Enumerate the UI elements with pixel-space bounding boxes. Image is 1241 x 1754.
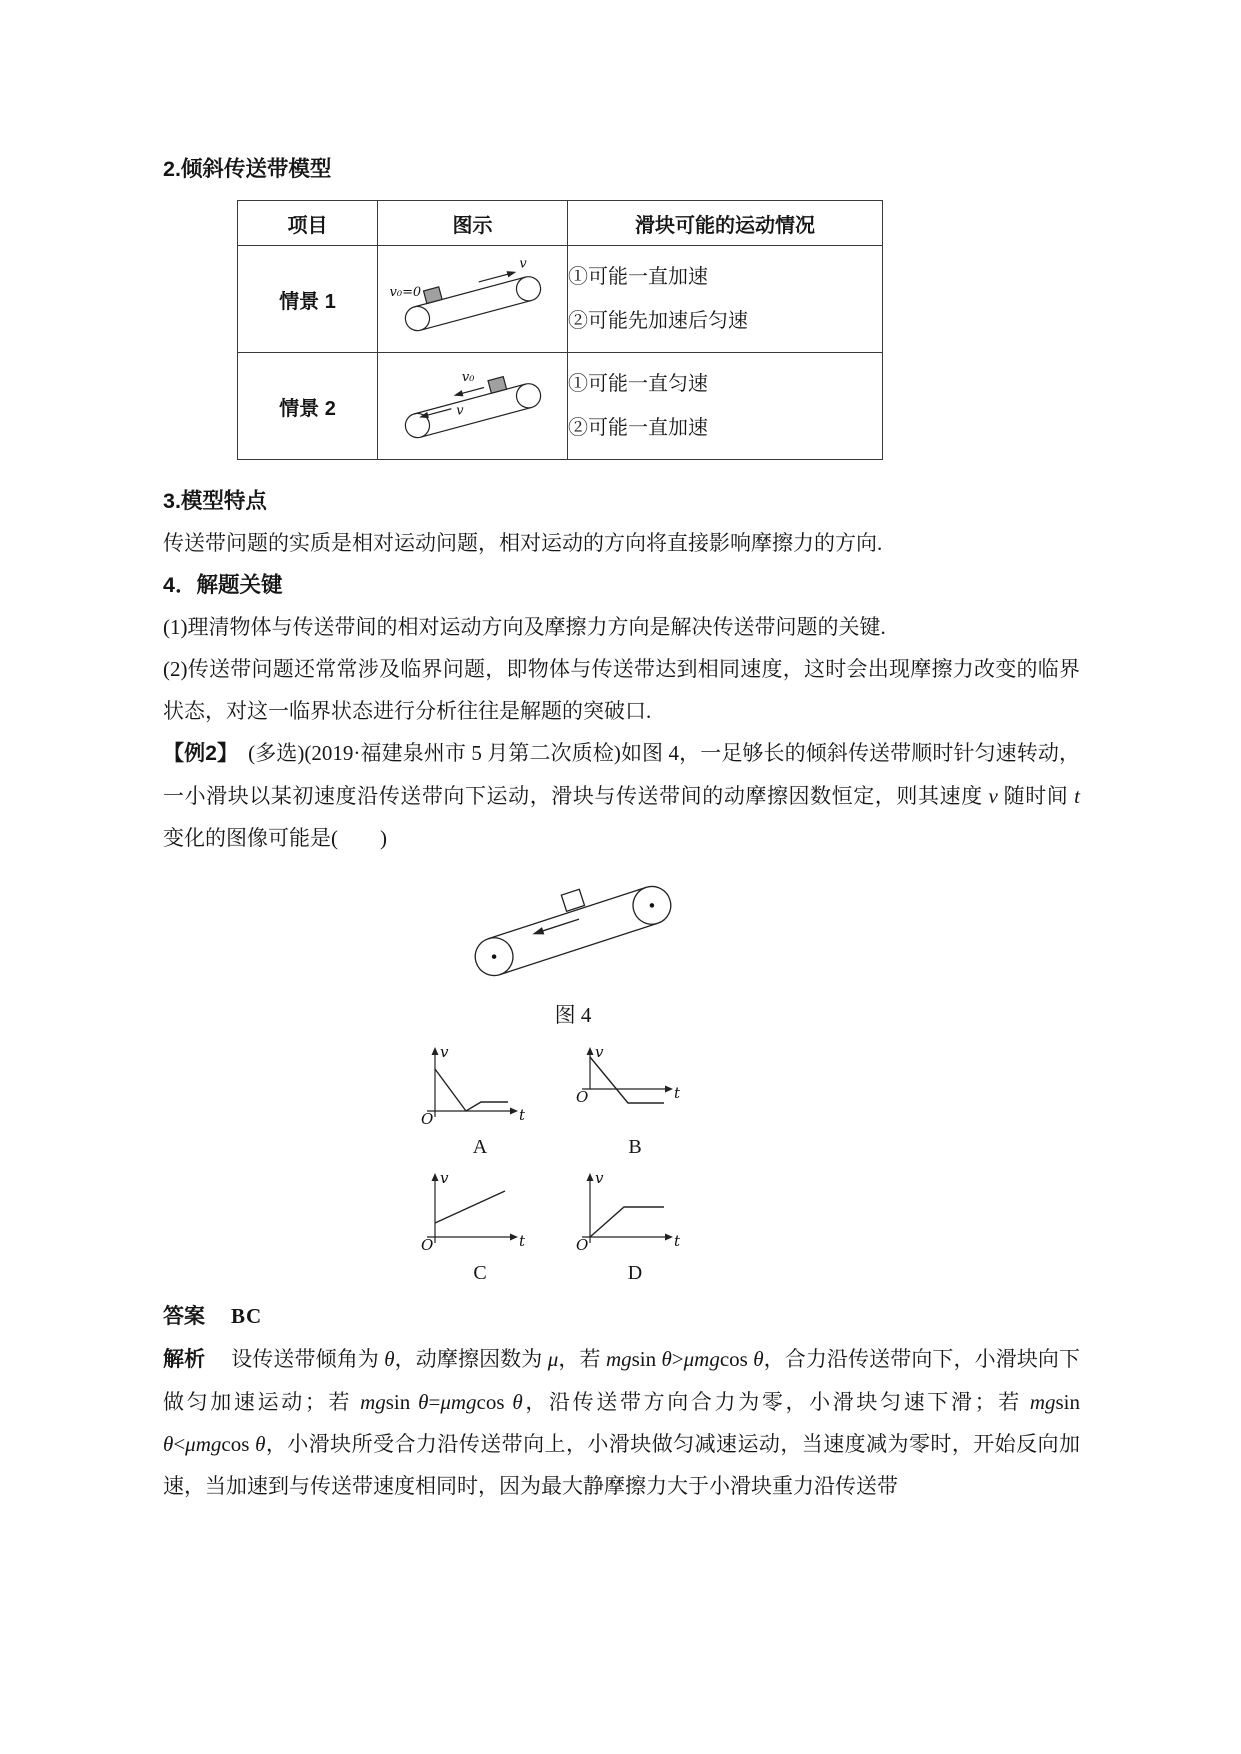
arrowhead-icon — [531, 927, 544, 938]
scene2-notes — [568, 353, 883, 460]
v-axis-label: v — [595, 1169, 604, 1187]
scene1-label: 情景 1 — [238, 246, 378, 353]
pulley-icon — [402, 304, 432, 334]
pulley-axle-dot — [649, 903, 655, 909]
section-features-title: 3.模型特点 — [163, 489, 267, 513]
section-features-text: 传送带问题的实质是相对运动问题，相对运动的方向将直接影响摩擦力的方向. — [163, 531, 883, 555]
conveyor-belt-figure — [433, 865, 713, 997]
origin-label: O — [576, 1088, 589, 1106]
scene1-diagram-cell — [378, 246, 568, 353]
axis-arrowhead-icon — [432, 1173, 439, 1181]
answer-value: BC — [231, 1304, 263, 1328]
vt-graph-c — [413, 1165, 533, 1261]
vt-curve — [590, 1057, 664, 1103]
example-tag: 【例2】 — [163, 742, 239, 765]
graph-letter: A — [472, 1136, 488, 1158]
slider-block — [488, 377, 507, 394]
slider-block — [423, 287, 442, 304]
scene2-diagram-cell — [378, 353, 568, 460]
vt-curve — [435, 1191, 505, 1223]
belt-velocity-arrow — [478, 274, 508, 282]
answer-label: 答案 — [163, 1305, 205, 1328]
graph-option-c — [413, 1165, 533, 1285]
pulley-icon — [513, 381, 543, 411]
figure-caption: 图 4 — [554, 1003, 592, 1027]
origin-label: O — [576, 1236, 589, 1254]
v-axis-label: v — [595, 1043, 604, 1061]
motion-note: ②可能一直加速 — [568, 417, 708, 439]
vt-graph-options — [413, 1039, 688, 1285]
block-initial-speed-label: v₀=0 — [389, 285, 421, 301]
table-row-scene2 — [238, 353, 883, 460]
belt-bottom-edge — [500, 923, 658, 974]
col-header-item: 项目 — [238, 201, 378, 246]
vt-graph-d — [568, 1165, 688, 1261]
col-header-diagram: 图示 — [378, 201, 568, 246]
example-text: (多选)(2019·福建泉州市 5 月第二次质检)如图 4，一足够长的倾斜传送带顺时针匀速转动，一小滑块以某初速度沿传送带向下运动，滑块与传送带间的动摩擦因数恒定，则其速度 v 随时间 t 变化的图像可能是( ) — [163, 741, 1081, 850]
vt-graph-a — [413, 1039, 533, 1135]
vt-graph-b — [568, 1039, 688, 1135]
v-axis-label: v — [440, 1043, 449, 1061]
pulley-axle-dot — [491, 954, 497, 960]
belt-top-edge — [414, 384, 525, 414]
belt-bottom-edge — [420, 407, 531, 437]
graph-option-d — [568, 1165, 688, 1285]
graph-letter: B — [628, 1136, 642, 1158]
section-keys-title: 4．解题关键 — [163, 573, 283, 597]
t-axis-label: t — [674, 1084, 681, 1102]
table-header-row — [238, 201, 883, 246]
block-initial-speed-label: v₀ — [461, 369, 474, 385]
origin-label: O — [421, 1110, 434, 1128]
graph-option-b — [568, 1039, 688, 1159]
conveyor-belt-diagram-scene1 — [380, 248, 566, 350]
analysis-label: 解析 — [163, 1348, 206, 1371]
axis-arrowhead-icon — [665, 1086, 673, 1093]
t-axis-label: t — [519, 1232, 526, 1250]
graph-letter: C — [473, 1262, 487, 1284]
axis-arrowhead-icon — [510, 1108, 518, 1115]
axis-arrowhead-icon — [510, 1234, 518, 1241]
pulley-icon — [513, 274, 543, 304]
scene2-label: 情景 2 — [238, 353, 378, 460]
origin-label: O — [421, 1236, 434, 1254]
figure-4 — [433, 865, 713, 1033]
axis-arrowhead-icon — [587, 1047, 594, 1055]
graph-option-a — [413, 1039, 533, 1159]
arrowhead-icon — [452, 390, 463, 399]
block-velocity-arrow — [540, 919, 579, 932]
analysis-paragraph — [163, 1338, 1080, 1507]
belt-speed-label: v — [455, 403, 464, 419]
t-axis-label: t — [519, 1106, 526, 1124]
axis-arrowhead-icon — [587, 1173, 594, 1181]
motion-note: ②可能先加速后匀速 — [568, 310, 748, 332]
analysis-text: 设传送带倾角为 θ，动摩擦因数为 μ，若 mgsin θ>μmgcos θ，合力沿传送带向下，小滑块向下做匀加速运动；若 mgsin θ=μmgcos θ，沿传送带方向合力为零，小滑块匀速下滑；若 mgsin θ<μmgcos θ，小滑块所受合力沿传送带向上，小滑块做匀减速运动，当速度减为零时，开始反向加速，当加速到与传送带速度相同时，因为最大静摩擦力大于小滑块重力沿传送带 — [163, 1347, 1081, 1498]
block-velocity-arrow — [459, 388, 484, 395]
belt-bottom-edge — [420, 300, 531, 330]
motion-note: ①可能一直加速 — [568, 266, 708, 288]
key-point-2: (2)传送带问题还常常涉及临界问题，即物体与传送带达到相同速度，这时会出现摩擦力改变的临界状态，对这一临界状态进行分析往往是解题的突破口. — [163, 657, 1080, 723]
conveyor-belt-diagram-scene2 — [380, 355, 566, 457]
scene1-notes — [568, 246, 883, 353]
t-axis-label: t — [674, 1232, 681, 1250]
answer-line — [163, 1295, 1080, 1338]
section-model-title: 2.倾斜传送带模型 — [163, 157, 332, 181]
belt-speed-label: v — [518, 256, 527, 272]
model-table — [237, 200, 883, 460]
vt-curve — [590, 1207, 664, 1237]
motion-note: ①可能一直匀速 — [568, 373, 708, 395]
graph-letter: D — [627, 1262, 643, 1284]
table-row-scene1 — [238, 246, 883, 353]
col-header-motion: 滑块可能的运动情况 — [568, 201, 883, 246]
arrowhead-icon — [506, 269, 517, 278]
key-point-1: (1)理清物体与传送带间的相对运动方向及摩擦力方向是解决传送带问题的关键. — [163, 615, 886, 639]
axis-arrowhead-icon — [432, 1047, 439, 1055]
v-axis-label: v — [440, 1169, 449, 1187]
example-paragraph — [163, 732, 1080, 859]
vt-curve — [435, 1069, 508, 1111]
axis-arrowhead-icon — [665, 1234, 673, 1241]
